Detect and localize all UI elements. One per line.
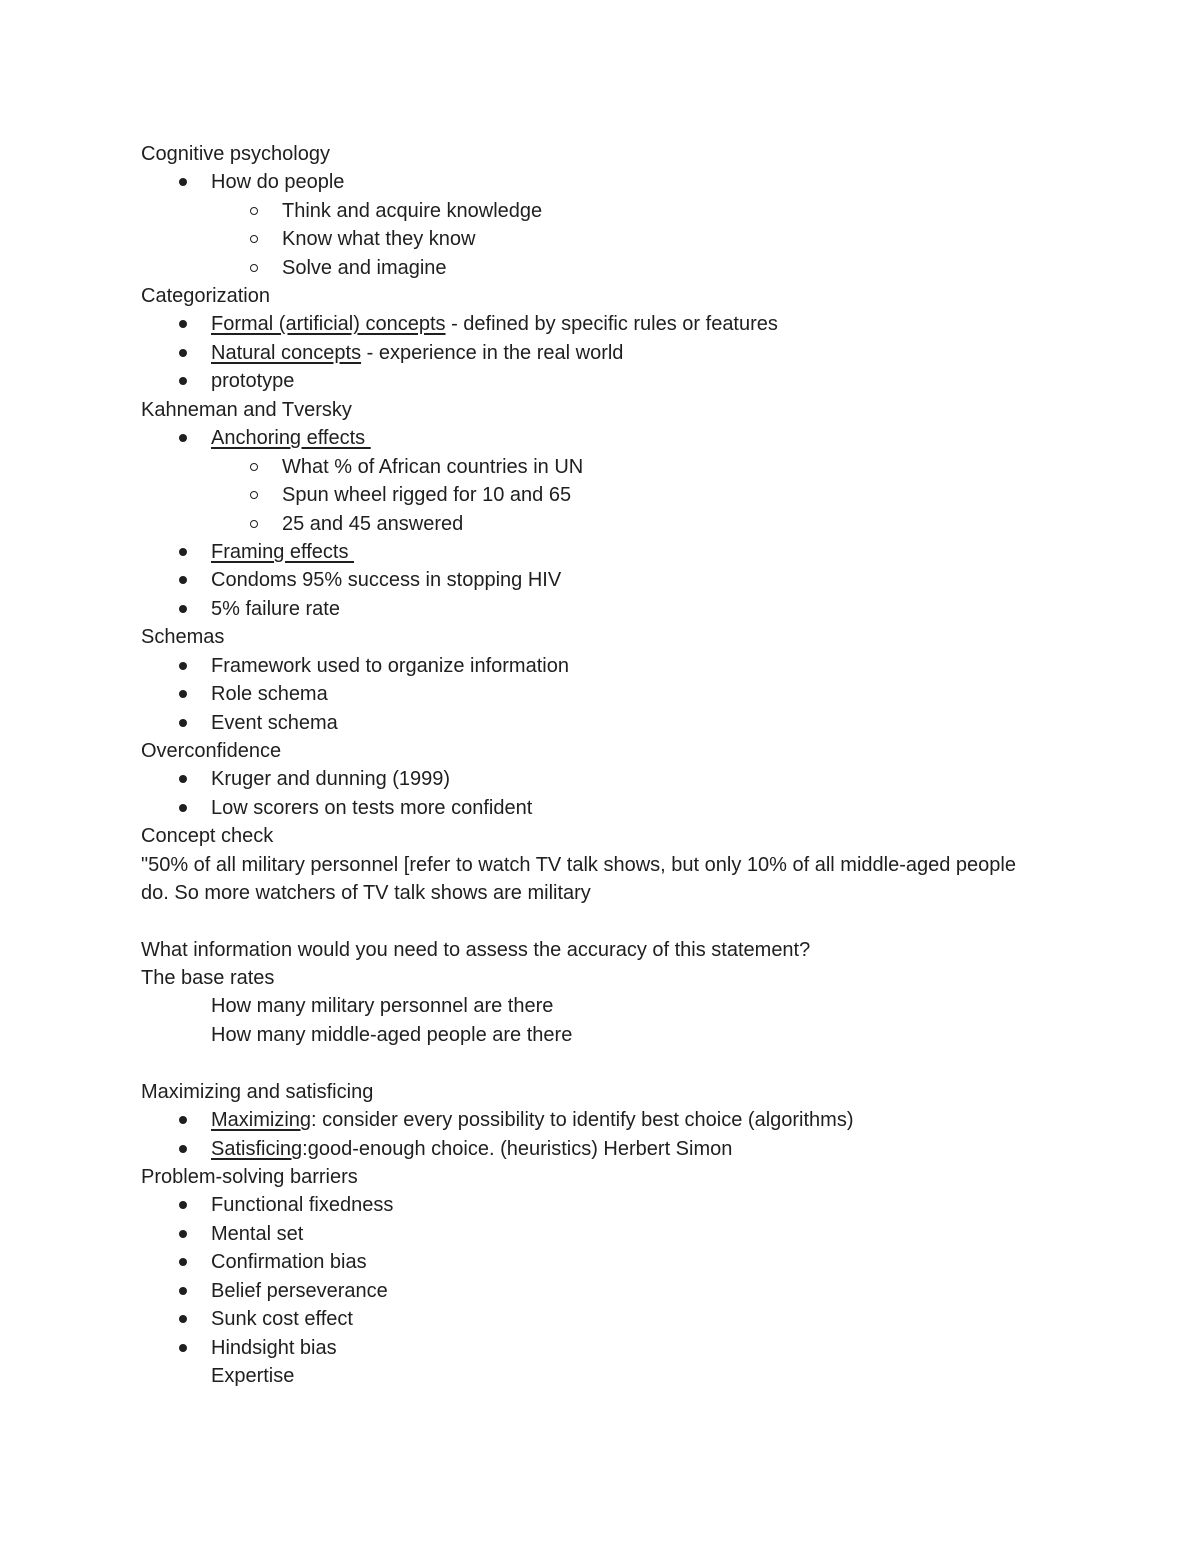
bullet-dot-icon (179, 690, 187, 698)
bullet-dot-icon (179, 605, 187, 613)
bullet-dot-icon (179, 1344, 187, 1352)
bullet-text: Low scorers on tests more confident (211, 797, 533, 819)
bullet-text: Spun wheel rigged for 10 and 65 (282, 484, 572, 506)
sub-bullet-item (282, 225, 1200, 253)
bullet-text: prototype (211, 370, 295, 392)
bullet-text: Belief perseverance (211, 1280, 388, 1302)
bullet-item (211, 652, 1200, 680)
bullet-dot-icon (179, 349, 187, 357)
bullet-text: 5% failure rate (211, 598, 340, 620)
bullet-dot-icon (179, 719, 187, 727)
bullet-text: Functional fixedness (211, 1194, 394, 1216)
bullet-dot-icon (179, 1258, 187, 1266)
indented-line: How many middle-aged people are there (211, 1024, 573, 1046)
bullet-text: Solve and imagine (282, 257, 447, 279)
bullet-text: Mental set (211, 1223, 304, 1245)
bullet-dot-icon (179, 775, 187, 783)
sub-bullet-item (282, 510, 1200, 538)
question-line: What information would you need to assess the accuracy of this statement? (141, 939, 811, 961)
heading-problem-solving-barriers: Problem-solving barriers (141, 1166, 358, 1188)
bullet-dot-icon (179, 1315, 187, 1323)
bullet-item (211, 1248, 1200, 1276)
indented-line: Expertise (211, 1365, 295, 1387)
bullet-dot-icon (179, 1116, 187, 1124)
bullet-item (211, 339, 1200, 367)
bullet-dot-icon (179, 1230, 187, 1238)
bullet-item (211, 1191, 1200, 1219)
heading-cognitive-psychology: Cognitive psychology (141, 143, 330, 165)
heading-kahneman-tversky: Kahneman and Tversky (141, 399, 352, 421)
bullet-item (211, 709, 1200, 737)
bullet-text: - experience in the real world (361, 342, 624, 364)
bullet-dot-icon (179, 1287, 187, 1295)
term-underlined: Natural concepts (211, 342, 362, 364)
bullet-item (211, 424, 1200, 452)
bullet-text: :good-enough choice. (heuristics) Herbert Simon (302, 1138, 733, 1160)
bullet-item (211, 595, 1200, 623)
bullet-item (211, 1277, 1200, 1305)
bullet-item (211, 1106, 1200, 1134)
bullet-text: Think and acquire knowledge (282, 200, 543, 222)
heading-maximizing-satisficing: Maximizing and satisficing (141, 1081, 374, 1103)
heading-overconfidence: Overconfidence (141, 740, 282, 762)
bullet-text: Condoms 95% success in stopping HIV (211, 569, 562, 591)
term-underlined: Anchoring effects (211, 427, 371, 449)
bullet-text: Know what they know (282, 228, 476, 250)
bullet-item (211, 1305, 1200, 1333)
sub-bullet-item (282, 197, 1200, 225)
bullet-text: Hindsight bias (211, 1337, 337, 1359)
bullet-text: Framework used to organize information (211, 655, 569, 677)
bullet-item (211, 1135, 1200, 1163)
bullet-dot-icon (179, 1201, 187, 1209)
term-underlined: Formal (artificial) concepts (211, 313, 446, 335)
sub-bullet-item (282, 254, 1200, 282)
bullet-item (211, 566, 1200, 594)
bullet-text: - defined by specific rules or features (445, 313, 778, 335)
bullet-circle-icon (250, 491, 258, 499)
bullet-dot-icon (179, 548, 187, 556)
sub-bullet-item (282, 481, 1200, 509)
heading-schemas: Schemas (141, 626, 225, 648)
bullet-dot-icon (179, 434, 187, 442)
heading-concept-check: Concept check (141, 825, 274, 847)
bullet-item (211, 538, 1200, 566)
bullet-circle-icon (250, 264, 258, 272)
bullet-item (211, 168, 1200, 196)
bullet-text: Role schema (211, 683, 328, 705)
quote-paragraph: "50% of all military personnel [refer to watch TV talk shows, but only 10% of all middle-aged people do. So more watchers of TV talk shows are military (141, 854, 1016, 904)
bullet-dot-icon (179, 377, 187, 385)
bullet-circle-icon (250, 207, 258, 215)
heading-categorization: Categorization (141, 285, 270, 307)
bullet-text: What % of African countries in UN (282, 456, 584, 478)
bullet-text: Event schema (211, 712, 338, 734)
bullet-text: : consider every possibility to identify best choice (algorithms) (311, 1109, 854, 1131)
bullet-item (211, 794, 1200, 822)
bullet-text: Confirmation bias (211, 1251, 367, 1273)
bullet-dot-icon (179, 576, 187, 584)
bullet-item (211, 367, 1200, 395)
bullet-item (211, 1220, 1200, 1248)
bullet-item (211, 680, 1200, 708)
bullet-item (211, 765, 1200, 793)
term-underlined: Satisficing (211, 1138, 303, 1160)
bullet-dot-icon (179, 1145, 187, 1153)
term-underlined: Maximizing (211, 1109, 312, 1131)
bullet-circle-icon (250, 463, 258, 471)
bullet-text: Sunk cost effect (211, 1308, 353, 1330)
answer-line: The base rates (141, 967, 275, 989)
term-underlined: Framing effects (211, 541, 355, 563)
bullet-circle-icon (250, 520, 258, 528)
bullet-dot-icon (179, 320, 187, 328)
bullet-text: How do people (211, 171, 345, 193)
bullet-circle-icon (250, 235, 258, 243)
bullet-dot-icon (179, 662, 187, 670)
bullet-text: 25 and 45 answered (282, 513, 464, 535)
sub-bullet-item (282, 453, 1200, 481)
bullet-dot-icon (179, 804, 187, 812)
bullet-dot-icon (179, 178, 187, 186)
indented-line: How many military personnel are there (211, 995, 554, 1017)
bullet-item (211, 1334, 1200, 1362)
bullet-text: Kruger and dunning (1999) (211, 768, 451, 790)
bullet-item (211, 310, 1200, 338)
